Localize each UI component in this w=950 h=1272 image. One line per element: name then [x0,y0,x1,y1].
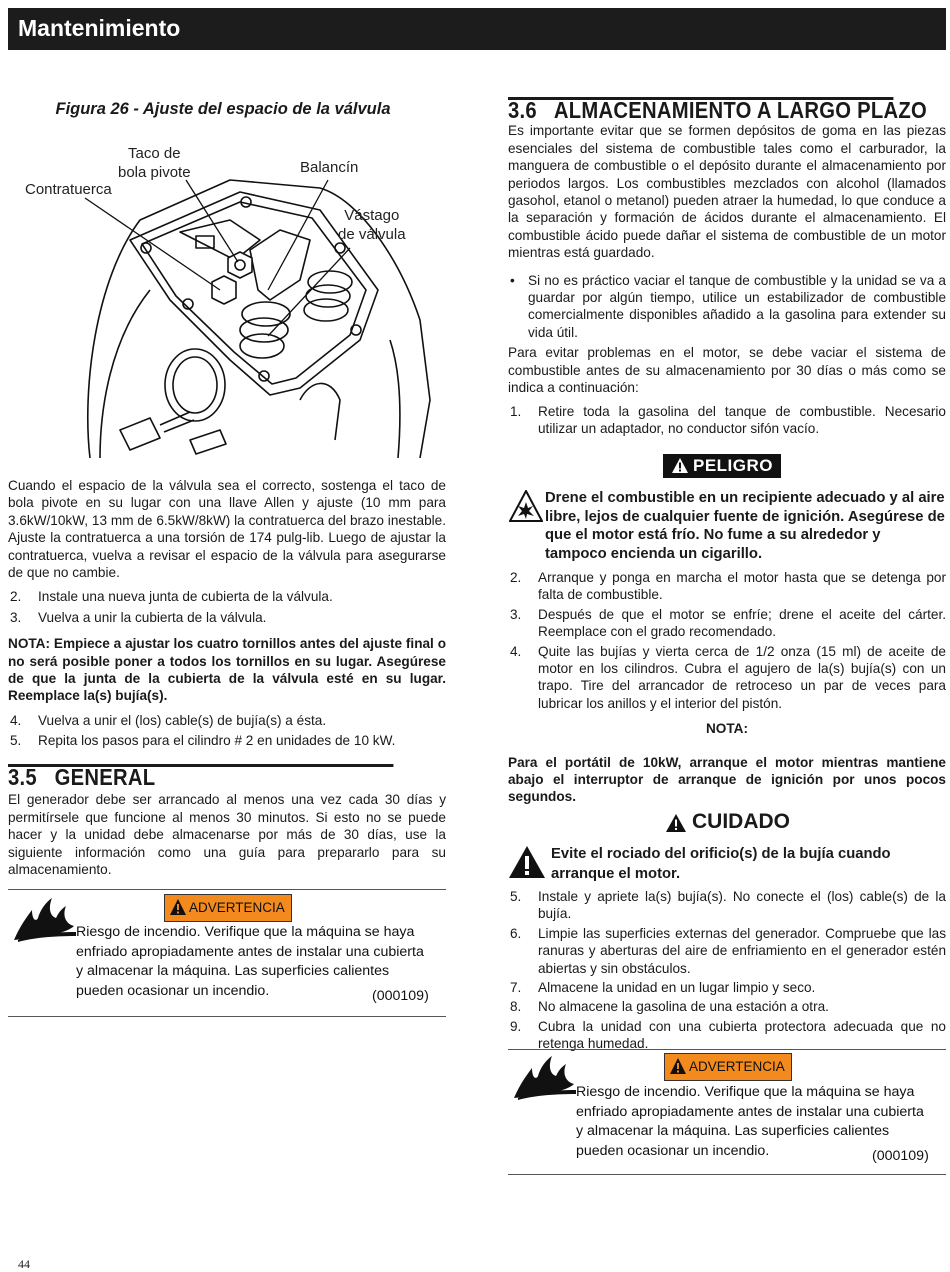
callout-taco-bola-pivote: Taco de bola pivote [118,145,191,181]
list-item: 6. Limpie las superficies externas del generador. Compruebe que las ranuras y aberturas del aire de enfriamiento en el generador estén abiertas y sin obstáculos. [510,925,946,976]
fire-icon [12,896,78,942]
warning-box-right [508,1049,946,1175]
general-section [8,764,446,878]
list-item: 3. Después de que el motor se enfríe; drene el aceite del cárter. Reemplace con el grado recomendado. [510,606,946,640]
steps-list-b [8,712,446,750]
list-item: 1. Retire toda la gasolina del tanque de combustible. Necesario utilizar un adaptador, no conductor sifón vacío. [510,403,946,436]
right-steps-a [508,569,946,806]
list-item: 7. Almacene la unidad en un lugar limpio y seco. [510,980,816,996]
steps-list-b [508,888,946,1053]
list-item: 2. Arranque y ponga en marcha el motor hasta que se detenga por falta de combustible. [510,570,946,603]
steps-list-a [508,569,946,712]
right-column-text [508,97,946,437]
steps-list-1 [508,403,946,438]
page-section-title: Mantenimiento [18,15,181,41]
warning-triangle-icon [671,457,689,474]
warning-badge: ADVERTENCIA [164,894,292,922]
page-number: 44 [18,1257,30,1271]
bullet-item: • Si no es práctico vaciar el tanque de combustible y la unidad se va a guardar por algún tiempo, utilice un estabilizador de combustible comercialmente disponibles añadido a la gasolina para extender su vida útil. [510,272,946,340]
warning-triangle-icon [169,898,187,916]
note-paragraph: NOTA: Empiece a ajustar los cuatro tornillos antes del ajuste final o no será posible poner a todos los tornillos en su lugar. Asegúrese de que la junta de la cubierta de la válvula esté en su lugar. Reemplace la(s) bujía(s). [8,636,446,704]
fire-icon [512,1054,578,1100]
page-header [8,8,946,50]
list-item: 4. Vuelva a unir el (los) cable(s) de bujía(s) a ésta. [10,712,327,728]
list-item: 4. Quite las bujías y vierta cerca de 1/2 onza (15 ml) de aceite de motor en los cilindros. Cubra el agujero de la(s) bujía(s) con un trapo. Tire del arrancador de retroceso un par de veces para lubricar los anillos y el interior del pistón. [510,643,946,711]
list-item: 2. Instale una nueva junta de cubierta de la válvula. [10,589,333,605]
warning-code: (000109) [372,988,429,1004]
danger-text: Drene el combustible en un recipiente adecuado y al aire libre, lejos de cualquier fuente de ignición. Asegúrese de que el motor está frío. No fume a su alrededor y tampoco encienda un cigarillo. [545,490,945,562]
warning-triangle-icon [665,813,687,833]
callout-balancin: Balancín [300,159,359,176]
figure-caption: Figura 26 - Ajuste del espacio de la válvula [55,100,391,118]
explosion-icon [509,490,543,522]
right-steps-b [508,888,946,1053]
warning-box-left [8,889,446,1017]
steps-list-a [8,588,446,626]
list-item: 5. Instale y apriete la(s) bujía(s). No conecte el (los) cable(s) de la bujía. [510,889,946,922]
callout-contratuerca: Contratuerca [25,181,112,198]
left-column-text [8,477,446,750]
section-heading-storage: 3.6 ALMACENAMIENTO A LARGO PLAZO [508,97,928,123]
warning-badge: ADVERTENCIA [664,1053,792,1081]
valve-adjustment-diagram [0,140,446,458]
general-paragraph: El generador debe ser arrancado al menos una vez cada 30 días y permitírsele que funcione al menos 30 minutos. Si esto no se puede hacer y la unidad debe almacenarse por más de 30 días, use la siguiente información como una guía para prepararlo para su almacenamiento. [8,792,446,878]
list-item: 5. Repita los pasos para el cilindro # 2 en unidades de 10 kW. [10,733,396,749]
list-item: 9. Cubra la unidad con una cubierta protectora adecuada que no retenga humedad. [510,1018,946,1052]
storage-paragraph-2: Para evitar problemas en el motor, se debe vaciar el sistema de combustible antes de su almacenamiento por 30 días o más como se indica a continuación: [508,345,946,396]
valve-clearance-paragraph: Cuando el espacio de la válvula sea el correcto, sostenga el taco de bola pivote en su lugar con una llave Allen y ajuste (10 mm para 3.6kW/10kW, 13 mm de 6.5kW/8kW) la contratuerca del brazo inestable. Ajuste la contratuerca a una torsión de 174 pulg-lib. Luego de ajustar la contratuerca, vuelva a revisar el espacio de la válvula para asegurarse de que no cambie. [8,478,446,581]
note-paragraph: Para el portátil de 10kW, arranque el motor mientras mantiene abajo el interruptor de arranque de ignición por unos pocos segundos. [508,754,946,805]
caution-text: Evite el rociado del orificio(s) de la bujía cuando arranque el motor. [551,846,891,882]
list-item: 8. No almacene la gasolina de una estación a otra. [510,999,829,1015]
danger-badge: PELIGRO [663,454,781,478]
exclamation-triangle-icon [508,845,546,879]
note-title: NOTA: [705,721,749,737]
warning-text: Riesgo de incendio. Verifique que la máquina se haya enfriado apropiadamente antes de instalar una cubierta y almacenar la máquina. Las superficies calientes pueden ocasionar un incendio. [576,1084,924,1159]
list-item: 3. Vuelva a unir la cubierta de la válvula. [10,609,267,625]
warning-triangle-icon [669,1057,687,1075]
warning-text: Riesgo de incendio. Verifique que la máquina se haya enfriado apropiadamente antes de instalar una cubierta y almacenar la máquina. Las superficies calientes pueden ocasionar un incendio. [76,924,424,999]
caution-title: CUIDADO [692,810,790,833]
section-heading-general: 3.5 GENERAL [8,764,393,786]
storage-intro-paragraph: Es importante evitar que se formen depósitos de goma en las piezas esenciales del sistema de combustible tales como el carburador, la manguera de combustible o el depósito durante el almacenamiento por periodos largos. Los combustibles mezclados con alcohol (llamados gasohol, etanol o metanol) pueden atraer la humedad, lo que conduce a la separación y formación de ácidos durante el almacenamiento. El combustible ácido puede dañar el sistema de combustible de un motor mientras está guardado. [508,123,946,261]
warning-code: (000109) [872,1148,929,1164]
callout-vastago-valvula: Vástago de válvula [338,207,406,243]
